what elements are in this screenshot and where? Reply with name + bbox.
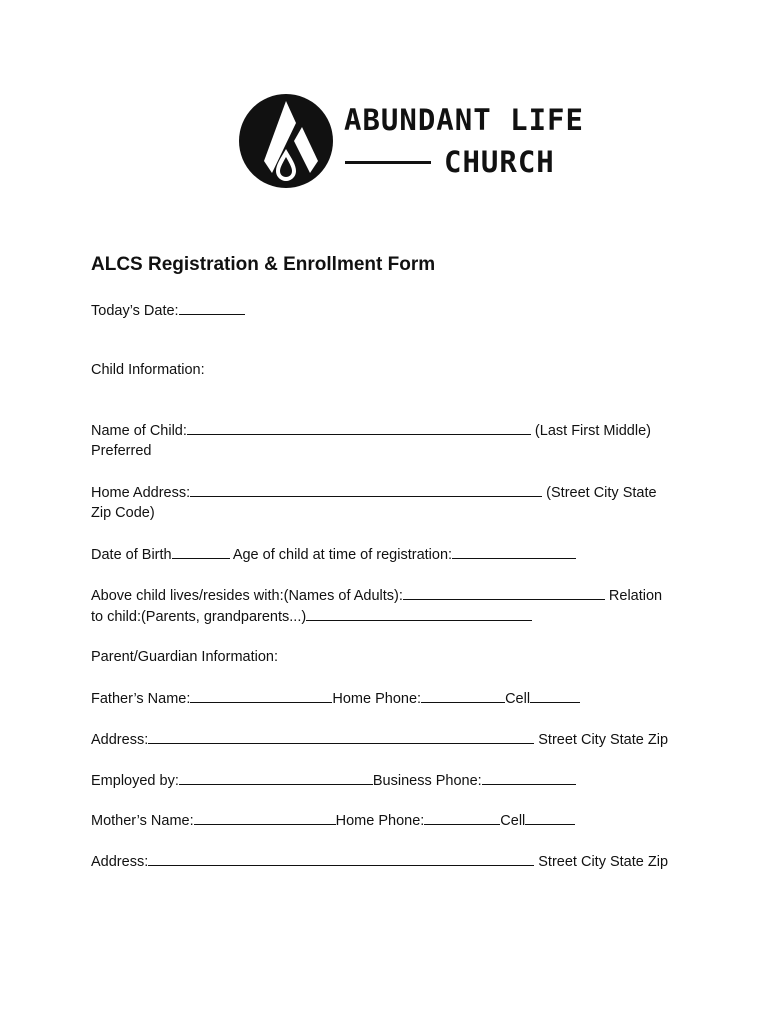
father-row [91, 688, 580, 710]
home-address-hint-zip: Zip Code) [91, 505, 155, 521]
home-address-label: Home Address: [91, 485, 191, 501]
relation-row [91, 606, 532, 628]
father-home-phone-field[interactable] [421, 688, 505, 703]
mother-cell-label: Cell [500, 813, 526, 829]
church-logo [238, 93, 584, 193]
father-home-phone-label: Home Phone: [332, 691, 422, 707]
home-address-row [91, 482, 657, 504]
mother-address-field[interactable] [148, 851, 534, 866]
logo-text-line2: CHURCH [444, 145, 555, 179]
mother-address-label: Address: [91, 854, 149, 870]
mother-cell-field[interactable] [525, 810, 575, 825]
business-phone-field[interactable] [482, 770, 576, 785]
todays-date-row [91, 300, 245, 322]
father-address-hint: Street City State Zip [534, 732, 669, 748]
lives-with-row [91, 585, 662, 607]
child-name-hint-preferred: Preferred [91, 443, 152, 459]
drop-circle-icon [238, 93, 334, 189]
mother-name-label: Mother’s Name: [91, 813, 194, 829]
mother-address-hint: Street City State Zip [534, 854, 669, 870]
lives-with-field[interactable] [403, 585, 605, 600]
logo-text-line1: ABUNDANT LIFE [344, 103, 584, 137]
age-field[interactable] [452, 544, 576, 559]
mother-home-phone-field[interactable] [424, 810, 500, 825]
mother-address-row [91, 851, 668, 873]
mother-name-field[interactable] [194, 810, 336, 825]
relation-field[interactable] [306, 606, 532, 621]
father-name-field[interactable] [190, 688, 332, 703]
lives-with-label: Above child lives/resides with:(Names of Adults): [91, 588, 403, 604]
mother-home-phone-label: Home Phone: [335, 813, 425, 829]
logo-rule [345, 161, 431, 164]
relation-label-cont: to child:(Parents, grandparents...) [91, 609, 307, 625]
todays-date-label: Today’s Date: [91, 303, 179, 319]
todays-date-field[interactable] [179, 300, 245, 315]
parent-info-heading: Parent/Guardian Information: [91, 649, 278, 665]
age-label: Age of child at time of registration: [229, 547, 453, 563]
dob-row [91, 544, 576, 566]
home-address-hint: (Street City State [542, 485, 657, 501]
mother-row [91, 810, 575, 832]
employed-label: Employed by: [91, 773, 179, 789]
dob-label: Date of Birth [91, 547, 172, 563]
father-address-row [91, 729, 668, 751]
business-phone-label: Business Phone: [372, 773, 482, 789]
relation-label: Relation [604, 588, 663, 604]
father-cell-field[interactable] [530, 688, 580, 703]
child-name-row [91, 420, 651, 442]
child-name-label: Name of Child: [91, 423, 187, 439]
home-address-field[interactable] [190, 482, 542, 497]
child-name-hint: (Last First Middle) [530, 423, 651, 439]
father-address-field[interactable] [148, 729, 534, 744]
form-title: ALCS Registration & Enrollment Form [91, 254, 436, 275]
father-name-label: Father’s Name: [91, 691, 191, 707]
father-address-label: Address: [91, 732, 149, 748]
dob-field[interactable] [172, 544, 230, 559]
employed-field[interactable] [179, 770, 373, 785]
child-info-heading: Child Information: [91, 362, 205, 378]
employed-row [91, 770, 576, 792]
child-name-field[interactable] [187, 420, 531, 435]
father-cell-label: Cell [505, 691, 531, 707]
